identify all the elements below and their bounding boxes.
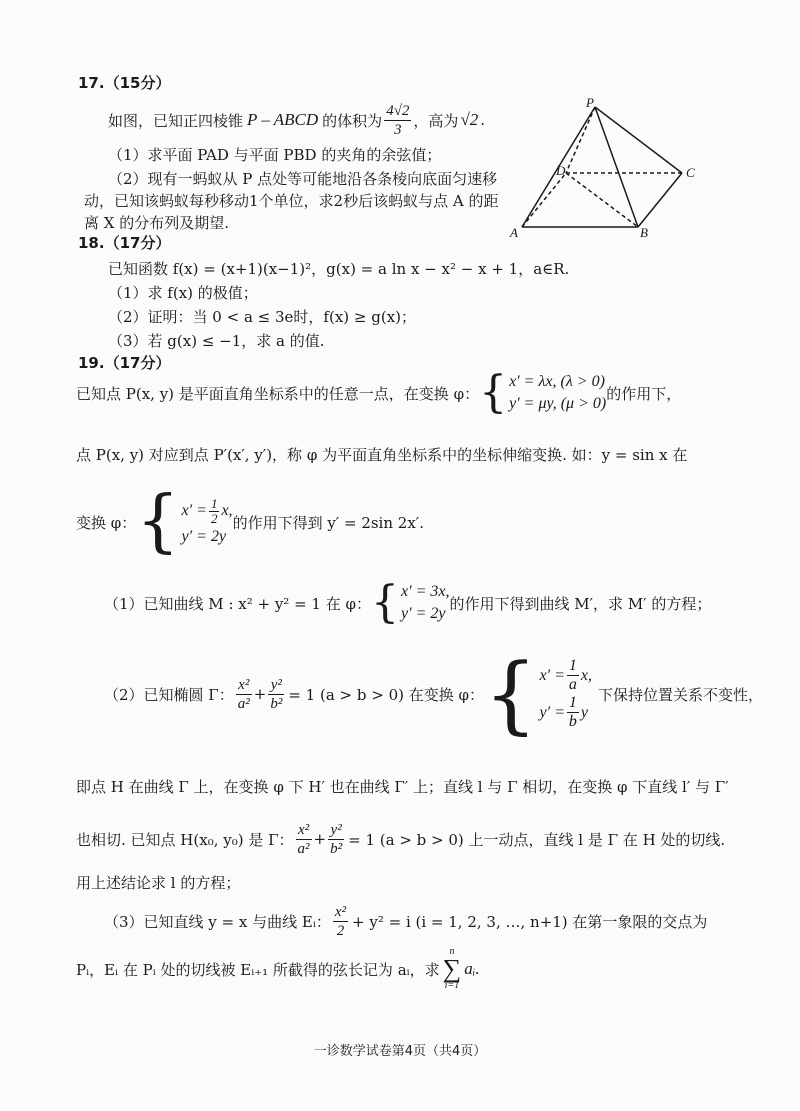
page-footer: 一诊数学试卷第4页（共4页） (313, 1044, 487, 1059)
q19-part2-row2-den: b (568, 713, 577, 730)
q18-header: 18.（17分） (78, 234, 171, 252)
q19-part2 (104, 645, 763, 743)
q19-example-half-den: 2 (210, 510, 218, 526)
q19-part2-row1-rhs: x, (580, 666, 592, 684)
q19-part2-row1-num: 1 (568, 657, 577, 674)
q19-part3-line2 (76, 946, 480, 992)
q19-example-row2: y′ = 2y (181, 527, 227, 545)
q19-part2-frac2-den: b² (270, 695, 283, 712)
q19-part2-line3-post: = 1 (a > b > 0) 上一动点，直线 l 是 Γ 在 H 处的切线. (348, 830, 726, 849)
q19-part1 (104, 578, 711, 628)
q19-part2-frac2-num: y² (268, 676, 284, 695)
q19-line3 (76, 482, 424, 561)
q19-line2: 点 P(x, y) 对应到点 P′(x′, y′)，称 φ 为平面直角坐标系中的坐标伸缩变换. 如：y = sin x 在 (76, 446, 688, 464)
q19-header: 19.（17分） (78, 354, 171, 372)
q17-pyramid-name: P – ABCD (247, 110, 319, 129)
q19-part2-row2-rhs: y (580, 703, 588, 721)
edge-PD (566, 107, 595, 173)
edge-BC (638, 173, 682, 227)
q19-example-half (209, 497, 220, 526)
q19-line3-pre: 变换 φ： (76, 513, 137, 532)
q19-line1-post: 的作用下， (606, 384, 682, 403)
q17-intro (108, 100, 485, 140)
q17-header: 17.（15分） (78, 74, 171, 92)
q19-part3-line2-pre: Pᵢ，Eᵢ 在 Pᵢ 处的切线被 Eᵢ₊₁ 所截得的弦长记为 aᵢ，求 (76, 960, 440, 979)
q19-summation-sigma: ∑ (442, 954, 462, 983)
q19-part2-line3-frac1-num: x² (296, 821, 312, 840)
q19-part3-frac (333, 903, 348, 940)
q19-part2-row2-frac (567, 694, 579, 731)
q19-part2-line3-frac1-den: a² (297, 840, 310, 857)
q19-example-system (136, 482, 233, 561)
edge-DB (566, 173, 638, 227)
q19-part2-line3-frac1 (296, 821, 312, 858)
q19-part2-frac1 (236, 676, 252, 713)
edge-PB (595, 107, 638, 227)
q17-intro-pre: 如图，已知正四棱锥 (108, 111, 244, 130)
q19-part2-post: 下保持位置关系不变性， (597, 685, 763, 704)
q19-part2-pre: （2）已知椭圆 Γ： (104, 685, 234, 704)
q19-example-row1 (182, 497, 233, 526)
q19-part2-line2: 即点 H 在曲线 Γ 上，在变换 φ 下 H′ 也在曲线 Γ′ 上；直线 l 与 Γ 相切，在变换 φ 下直线 l′ 与 Γ′ (76, 778, 729, 796)
q19-line1 (76, 368, 681, 418)
q19-part2-system (484, 645, 592, 743)
q19-brace: { (479, 367, 508, 418)
q17-height-value: √2 (460, 110, 479, 129)
q19-example-row1-lhs: x′ = (181, 502, 207, 519)
label-B: B (640, 225, 648, 240)
edge-PC (595, 107, 682, 173)
q19-part3-frac-num: x² (334, 903, 347, 920)
q19-part3 (104, 898, 707, 944)
q19-summation (443, 947, 462, 991)
q19-part2-line3-frac2-num: y² (328, 821, 344, 840)
q19-transform-row2: y′ = μy, (μ > 0) (509, 395, 607, 412)
q19-part2-row1-den: a (568, 676, 577, 693)
q19-part1-row2: y′ = 2y (401, 605, 446, 622)
q19-part2-plus: + (253, 685, 267, 703)
q19-part3-post: + y² = i (i = 1, 2, 3, …, n+1) 在第一象限的交点为 (352, 912, 708, 931)
q19-part2-frac1-den: a² (237, 695, 250, 712)
q17-volume-den: 3 (394, 121, 402, 138)
edge-AD (522, 173, 566, 227)
q19-example-brace: { (136, 482, 180, 561)
q19-part2-row1-frac (567, 657, 579, 694)
q19-example-row1-rhs: x, (221, 502, 233, 519)
q19-part2-line3 (76, 816, 725, 862)
q19-example-half-num: 1 (210, 495, 218, 511)
q19-part1-row1: x′ = 3x, (401, 583, 450, 600)
pyramid-figure (500, 95, 700, 245)
label-A: A (510, 225, 518, 240)
q18-part2: （2）证明：当 0 < a ≤ 3e时，f(x) ≥ g(x)； (108, 308, 417, 326)
q19-transform-system (479, 367, 607, 418)
q19-part3-line2-end: aᵢ. (464, 959, 480, 978)
q17-volume-num: 4√2 (386, 102, 410, 119)
q18-part3: （3）若 g(x) ≤ −1，求 a 的值. (108, 332, 325, 350)
q17-part2-line3: 离 X 的分布列及期望. (84, 214, 229, 232)
q19-part2-frac2 (268, 676, 284, 713)
q17-intro-mid: 的体积为 (322, 111, 383, 130)
q19-part1-pre: （1）已知曲线 M : x² + y² = 1 在 φ： (104, 594, 372, 613)
q18-part1: （1）求 f(x) 的极值； (108, 284, 258, 302)
q19-part2-row1 (539, 657, 592, 694)
label-P: P (586, 95, 594, 110)
q19-part1-system (371, 577, 450, 628)
label-C: C (686, 165, 695, 180)
q19-summation-top: n (449, 946, 455, 957)
q19-part2-line3-frac2-den: b² (330, 840, 343, 857)
q19-part2-line4: 用上述结论求 l 的方程； (76, 874, 241, 892)
q19-part2-row2-lhs: y′ = (539, 703, 565, 721)
q19-part2-row1-lhs: x′ = (539, 666, 565, 684)
q19-part2-row2-num: 1 (568, 694, 577, 711)
q19-part2-mid: = 1 (a > b > 0) 在变换 φ： (288, 685, 485, 704)
q19-part2-line3-frac2 (328, 821, 344, 858)
q19-part2-line3-plus: + (313, 830, 327, 848)
q19-line3-post: 的作用下得到 y′ = 2sin 2x′. (232, 513, 424, 532)
q19-part1-brace: { (371, 577, 400, 628)
q18-statement: 已知函数 f(x) = (x+1)(x−1)²，g(x) = a ln x − x² − x + 1，a∈R. (108, 260, 570, 278)
q19-part1-post: 的作用下得到曲线 M′，求 M′ 的方程； (449, 594, 712, 613)
q17-volume-fraction (384, 102, 411, 139)
q19-part2-frac1-num: x² (236, 676, 252, 695)
q19-transform-row1: x′ = λx, (λ > 0) (509, 373, 605, 390)
q19-part3-frac-den: 2 (336, 922, 345, 939)
q17-intro-end: . (480, 111, 486, 129)
q17-part2-line2: 动，已知该蚂蚁每秒移动1个单位，求2秒后该蚂蚁与点 A 的距 (84, 192, 499, 210)
q19-summation-bottom: i=1 (444, 980, 460, 991)
q19-part3-pre: （3）已知直线 y = x 与曲线 Eᵢ： (104, 912, 331, 931)
q19-part2-row2 (539, 694, 592, 731)
q19-line1-pre: 已知点 P(x, y) 是平面直角坐标系中的任意一点，在变换 φ： (76, 384, 480, 403)
label-D: D (556, 163, 566, 178)
q17-part2-line1: （2）现有一蚂蚁从 P 点处等可能地沿各条棱向底面匀速移 (108, 170, 498, 188)
q19-part2-line3-pre: 也相切. 已知点 H(x₀, y₀) 是 Γ： (76, 830, 294, 849)
q17-part1: （1）求平面 PAD 与平面 PBD 的夹角的余弦值； (108, 146, 442, 164)
q17-intro-height: ，高为 (413, 111, 459, 130)
q19-part2-brace: { (484, 645, 538, 743)
